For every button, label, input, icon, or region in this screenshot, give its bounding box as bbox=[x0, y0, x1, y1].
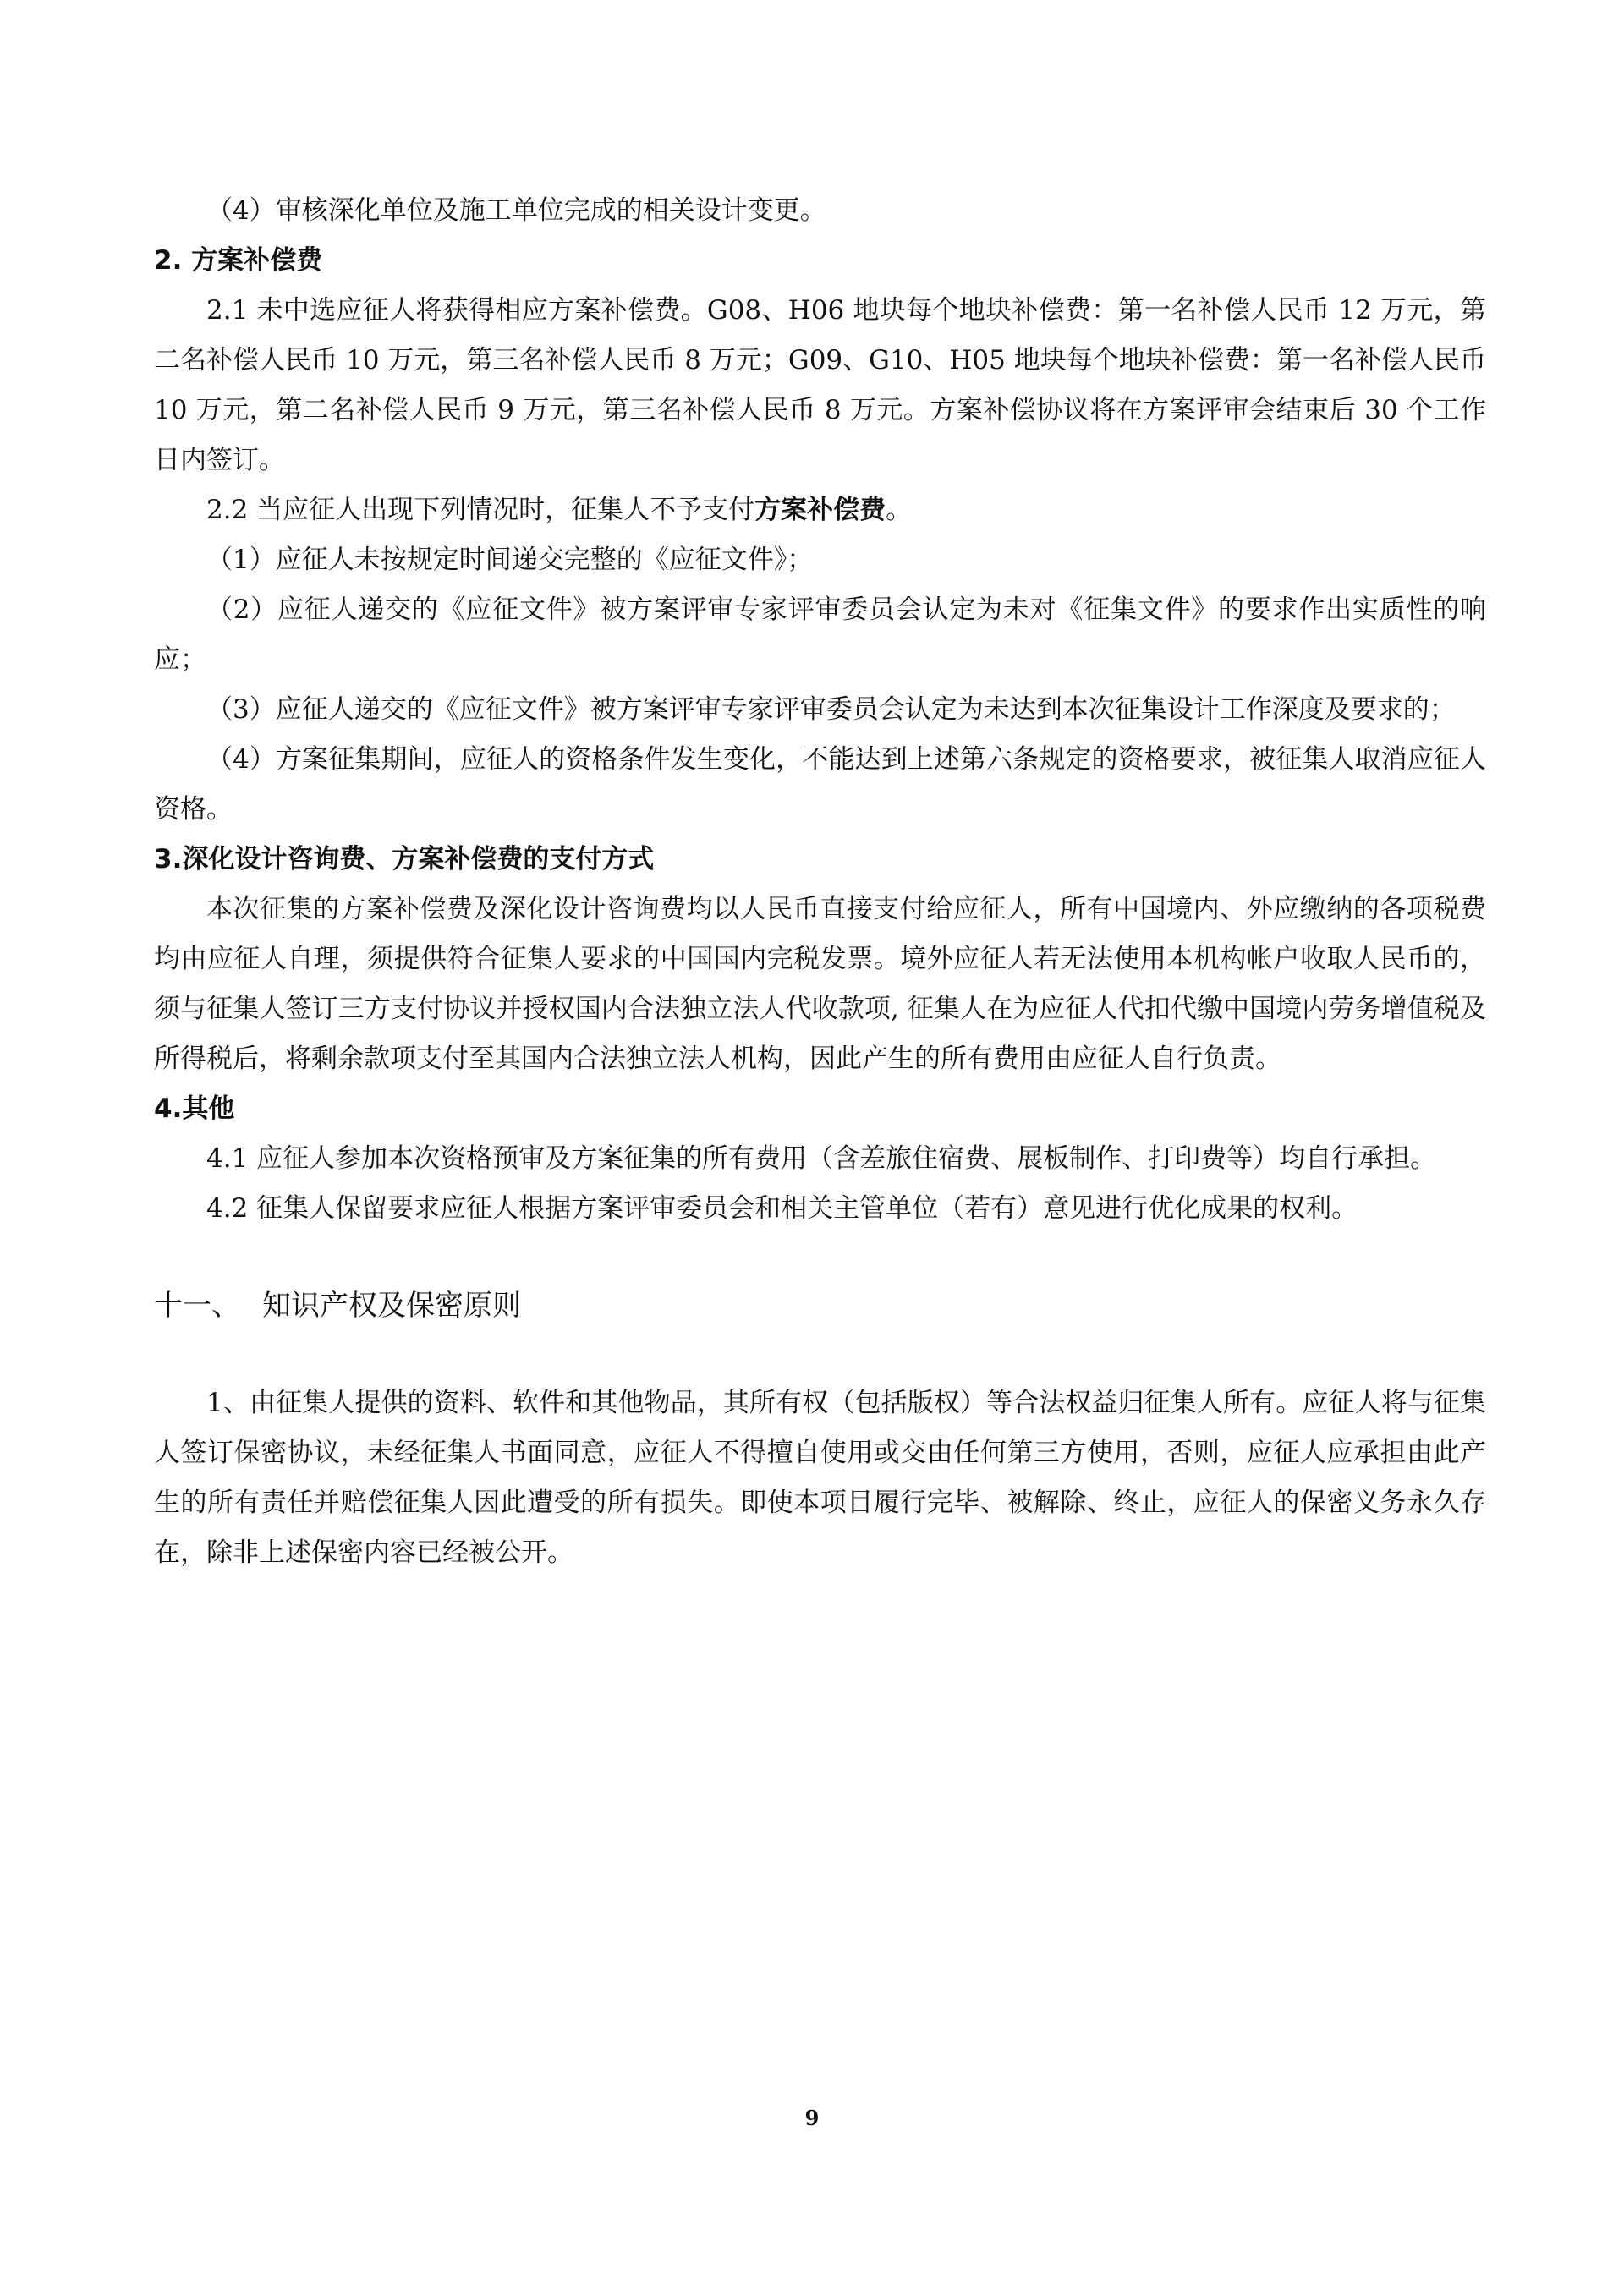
condition-2: （2）应征人递交的《应征文件》被方案评审专家评审委员会认定为未对《征集文件》的要求作出实质性的响应； bbox=[154, 595, 1486, 675]
paragraph-2-2-end: 。 bbox=[886, 495, 913, 525]
section-11-number: 十一、 bbox=[154, 1289, 240, 1323]
paragraph-2-1: 2.1 未中选应征人将获得相应方案补偿费。G08、H06 地块每个地块补偿费：第一名补偿人民币 12 万元，第二名补偿人民币 10 万元，第三名补偿人民币 8 万元；G09、G10、H05 地块每个地块补偿费：第一名补偿人民币 10 万元，第二名补偿人民币 9 万元，第三名补偿人民币 8 万元。方案补偿协议将在方案评审会结束后 30 个工作日内签订。 bbox=[154, 295, 1486, 475]
paragraph-4-1: 4.1 应征人参加本次资格预审及方案征集的所有费用（含差旅住宿费、展板制作、打印费等）均自行承担。 bbox=[206, 1143, 1437, 1174]
heading-payment-method: 3.深化设计咨询费、方案补偿费的支付方式 bbox=[154, 844, 655, 874]
condition-3: （3）应征人递交的《应征文件》被方案评审专家评审委员会认定为未达到本次征集设计工作深度及要求的； bbox=[206, 694, 1456, 725]
section-11-title bbox=[154, 1281, 1486, 1331]
paragraph-2-2-text: 2.2 当应征人出现下列情况时，征集人不予支付 bbox=[206, 495, 755, 525]
condition-1: （1）应征人未按规定时间递交完整的《应征文件》； bbox=[206, 545, 814, 575]
heading-other: 4.其他 bbox=[154, 1093, 235, 1124]
page-body bbox=[154, 186, 1486, 1578]
paragraph-2-2 bbox=[154, 485, 1486, 535]
paragraph-4-2: 4.2 征集人保留要求应征人根据方案评审委员会和相关主管单位（若有）意见进行优化成果的权利。 bbox=[206, 1193, 1358, 1224]
review-design-changes-paragraph: （4）审核深化单位及施工单位完成的相关设计变更。 bbox=[206, 195, 826, 226]
paragraph-3: 本次征集的方案补偿费及深化设计咨询费均以人民币直接支付给应征人，所有中国境内、外应缴纳的各项税费均由应征人自理，须提供符合征集人要求的中国国内完税发票。境外应征人若无法使用本机构帐户收取人民币的，须与征集人签订三方支付协议并授权国内合法独立法人代收款项, 征集人在为应征人代扣代缴中国境内劳务增值税及所得税后，将剩余款项支付至其国内合法独立法人机构，因此产生的所有费用由应征人自行负责。 bbox=[154, 894, 1486, 1074]
page-number: 9 bbox=[804, 2106, 820, 2130]
paragraph-2-2-bold: 方案补偿费 bbox=[754, 495, 886, 525]
heading-scheme-compensation: 2. 方案补偿费 bbox=[154, 245, 323, 276]
paragraph-11-1: 1、由征集人提供的资料、软件和其他物品，其所有权（包括版权）等合法权益归征集人所有。应征人将与征集人签订保密协议，未经征集人书面同意，应征人不得擅自使用或交由任何第三方使用，否则，应征人应承担由此产生的所有责任并赔偿征集人因此遭受的所有损失。即使本项目履行完毕、被解除、终止，应征人的保密义务永久存在，除非上述保密内容已经被公开。 bbox=[154, 1388, 1486, 1568]
condition-4: （4）方案征集期间，应征人的资格条件发生变化，不能达到上述第六条规定的资格要求，被征集人取消应征人资格。 bbox=[154, 744, 1486, 825]
section-11-title-text: 知识产权及保密原则 bbox=[262, 1289, 521, 1323]
